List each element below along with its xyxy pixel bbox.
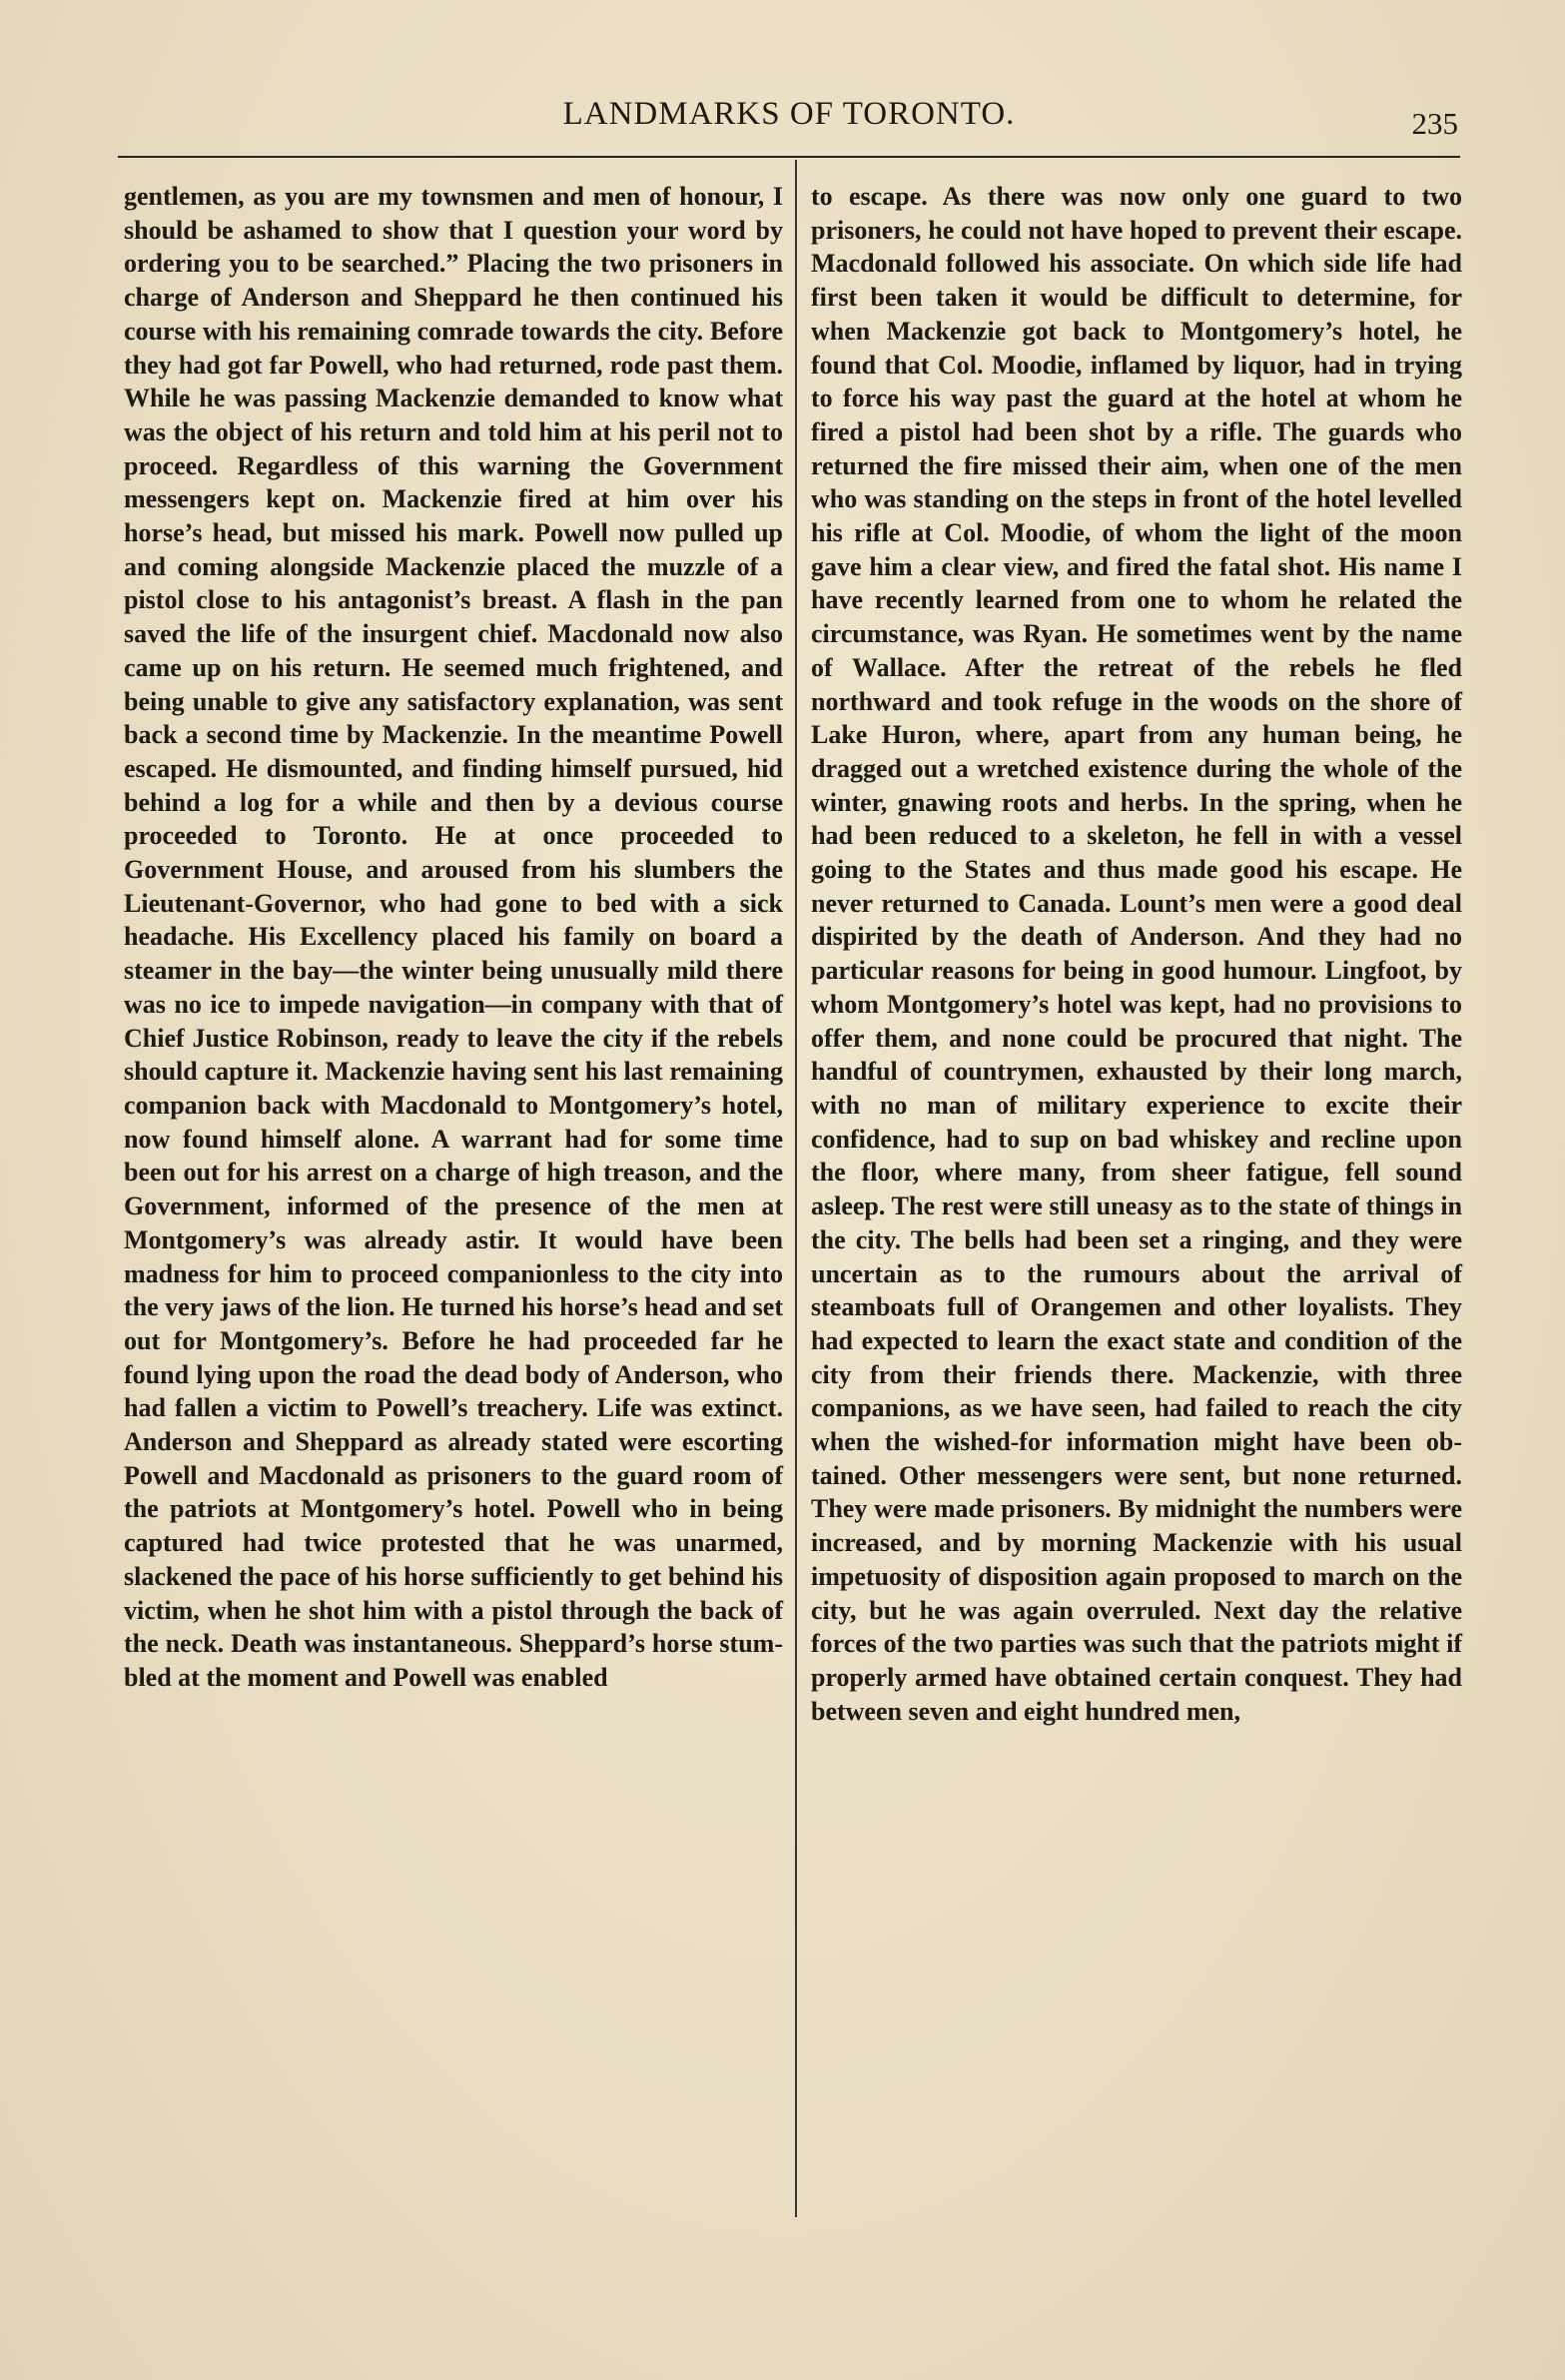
right-column-text: to escape. As there was now only one guard to two prisoners, he could not have hoped to prevent their escape. Macdonald followed his associate. On which side life had first been taken it would be difficult to determine, for when Mackenzie got back to Montgomery’s hotel, he found that Col. Moodie, inflamed by liquor, had in trying to force his way past the guard at the hotel at whom he fired a pistol had been shot by a rifle. The guards who returned the fire missed their aim, when one of the men who was standing on the steps in front of the hotel levelled his rifle at Col. Moodie, of whom the light of the moon gave him a clear view, and fired the fatal shot. His name I have recently learned from one to whom he related the circumstance, was Ryan. He sometimes went by the name of Wallace. After the retreat of the rebels he fled northward and took refuge in the woods on the shore of Lake Huron, where, apart from any human being, he dragged out a wretched existence during the whole of the winter, gnawing roots and herbs. In the spring, when he had been reduced to a skeleton, he fell in with a vessel going to the States and thus made good his escape. He never returned to Canada. Lount’s men were a good deal dispirited by the death of Anderson. And they had no particular reasons for being in good humour. Lingfoot, by whom Montgomery’s hotel was kept, had no provisions to offer them, and none could be procured that night. The handful of countrymen, exhausted by their long march, with no man of military experience to excite their confidence, had to sup on bad whiskey and recline upon the floor, where many, from sheer fatigue, fell sound asleep. The rest were still uneasy as to the state of things in the city. The bells had been set a ringing, and they were uncertain as to the rumours about the arrival of steamboats full of Orangemen and other loyalists. They had expected to learn the exact state and condition of the city from their friends there. Mackenzie, with three companions, as we have seen, had failed to reach the city when the wished-for information might have been obtained. Other messengers were sent, but none returned. They were made prisoners. By midnight the numbers were increased, and by morning Mackenzie with his usual impetuosity of disposition again proposed to march on the city, but he was again overruled. Next day the relative forces of the two parties was such that the patriots might if properly armed have obtained certain conquest. They had between seven and eight hundred men, [811, 182, 1462, 1726]
column-divider [795, 160, 797, 2217]
running-head [120, 96, 1458, 146]
right-column [811, 180, 1462, 1728]
left-column [124, 180, 783, 1695]
running-title: LANDMARKS OF TORONTO. [562, 96, 1016, 132]
header-rule [118, 156, 1460, 158]
left-column-text: gentlemen, as you are my townsmen and men of honour, I should be ashamed to show that I question your word by ordering you to be searched.” Placing the two prisoners in charge of Anderson and Sheppard he then continued his course with his remaining comrade towards the city. Before they had got far Powell, who had returned, rode past them. While he was passing Mackenzie demanded to know what was the object of his return and told him at his peril not to proceed. Regardless of this warning the Government messengers kept on. Mackenzie fired at him over his horse’s head, but missed his mark. Powell now pulled up and coming alongside Mackenzie placed the muzzle of a pistol close to his antagonist’s breast. A flash in the pan saved the life of the insurgent chief. Macdonald now also came up on his return. He seemed much frightened, and being unable to give any satisfactory explanation, was sent back a second time by Mackenzie. In the meantime Powell escaped. He dismounted, and finding himself pursued, hid behind a log for a while and then by a devious course proceeded to Toronto. He at once proceeded to Government House, and aroused from his slumbers the Lieutenant-Governor, who had gone to bed with a sick headache. His Excellency placed his family on board a steamer in the bay—the winter being unusually mild there was no ice to impede navigation—in company with that of Chief Justice Robinson, ready to leave the city if the rebels should capture it. Mackenzie having sent his last remaining companion back with Macdonald to Montgomery’s hotel, now found himself alone. A warrant had for some time been out for his arrest on a charge of high treason, and the Government, informed of the presence of the men at Montgomery’s was already astir. It would have been madness for him to proceed companionless to the city into the very jaws of the lion. He turned his horse’s head and set out for Montgomery’s. Before he had proceeded far he found lying upon the road the dead body of Anderson, who had fallen a victim to Powell’s treachery. Life was extinct. Anderson and Sheppard as already stated were escorting Powell and Macdonald as prisoners to the guard room of the patriots at Montgomery’s hotel. Powell who in being captured had twice protested that he was unarmed, slackened the pace of his horse sufficiently to get behind his victim, when he shot him with a pistol through the back of the neck. Death was instantaneous. Sheppard’s horse stumbled at the moment and Powell was enabled [124, 182, 783, 1692]
page-number: 235 [1411, 106, 1458, 141]
